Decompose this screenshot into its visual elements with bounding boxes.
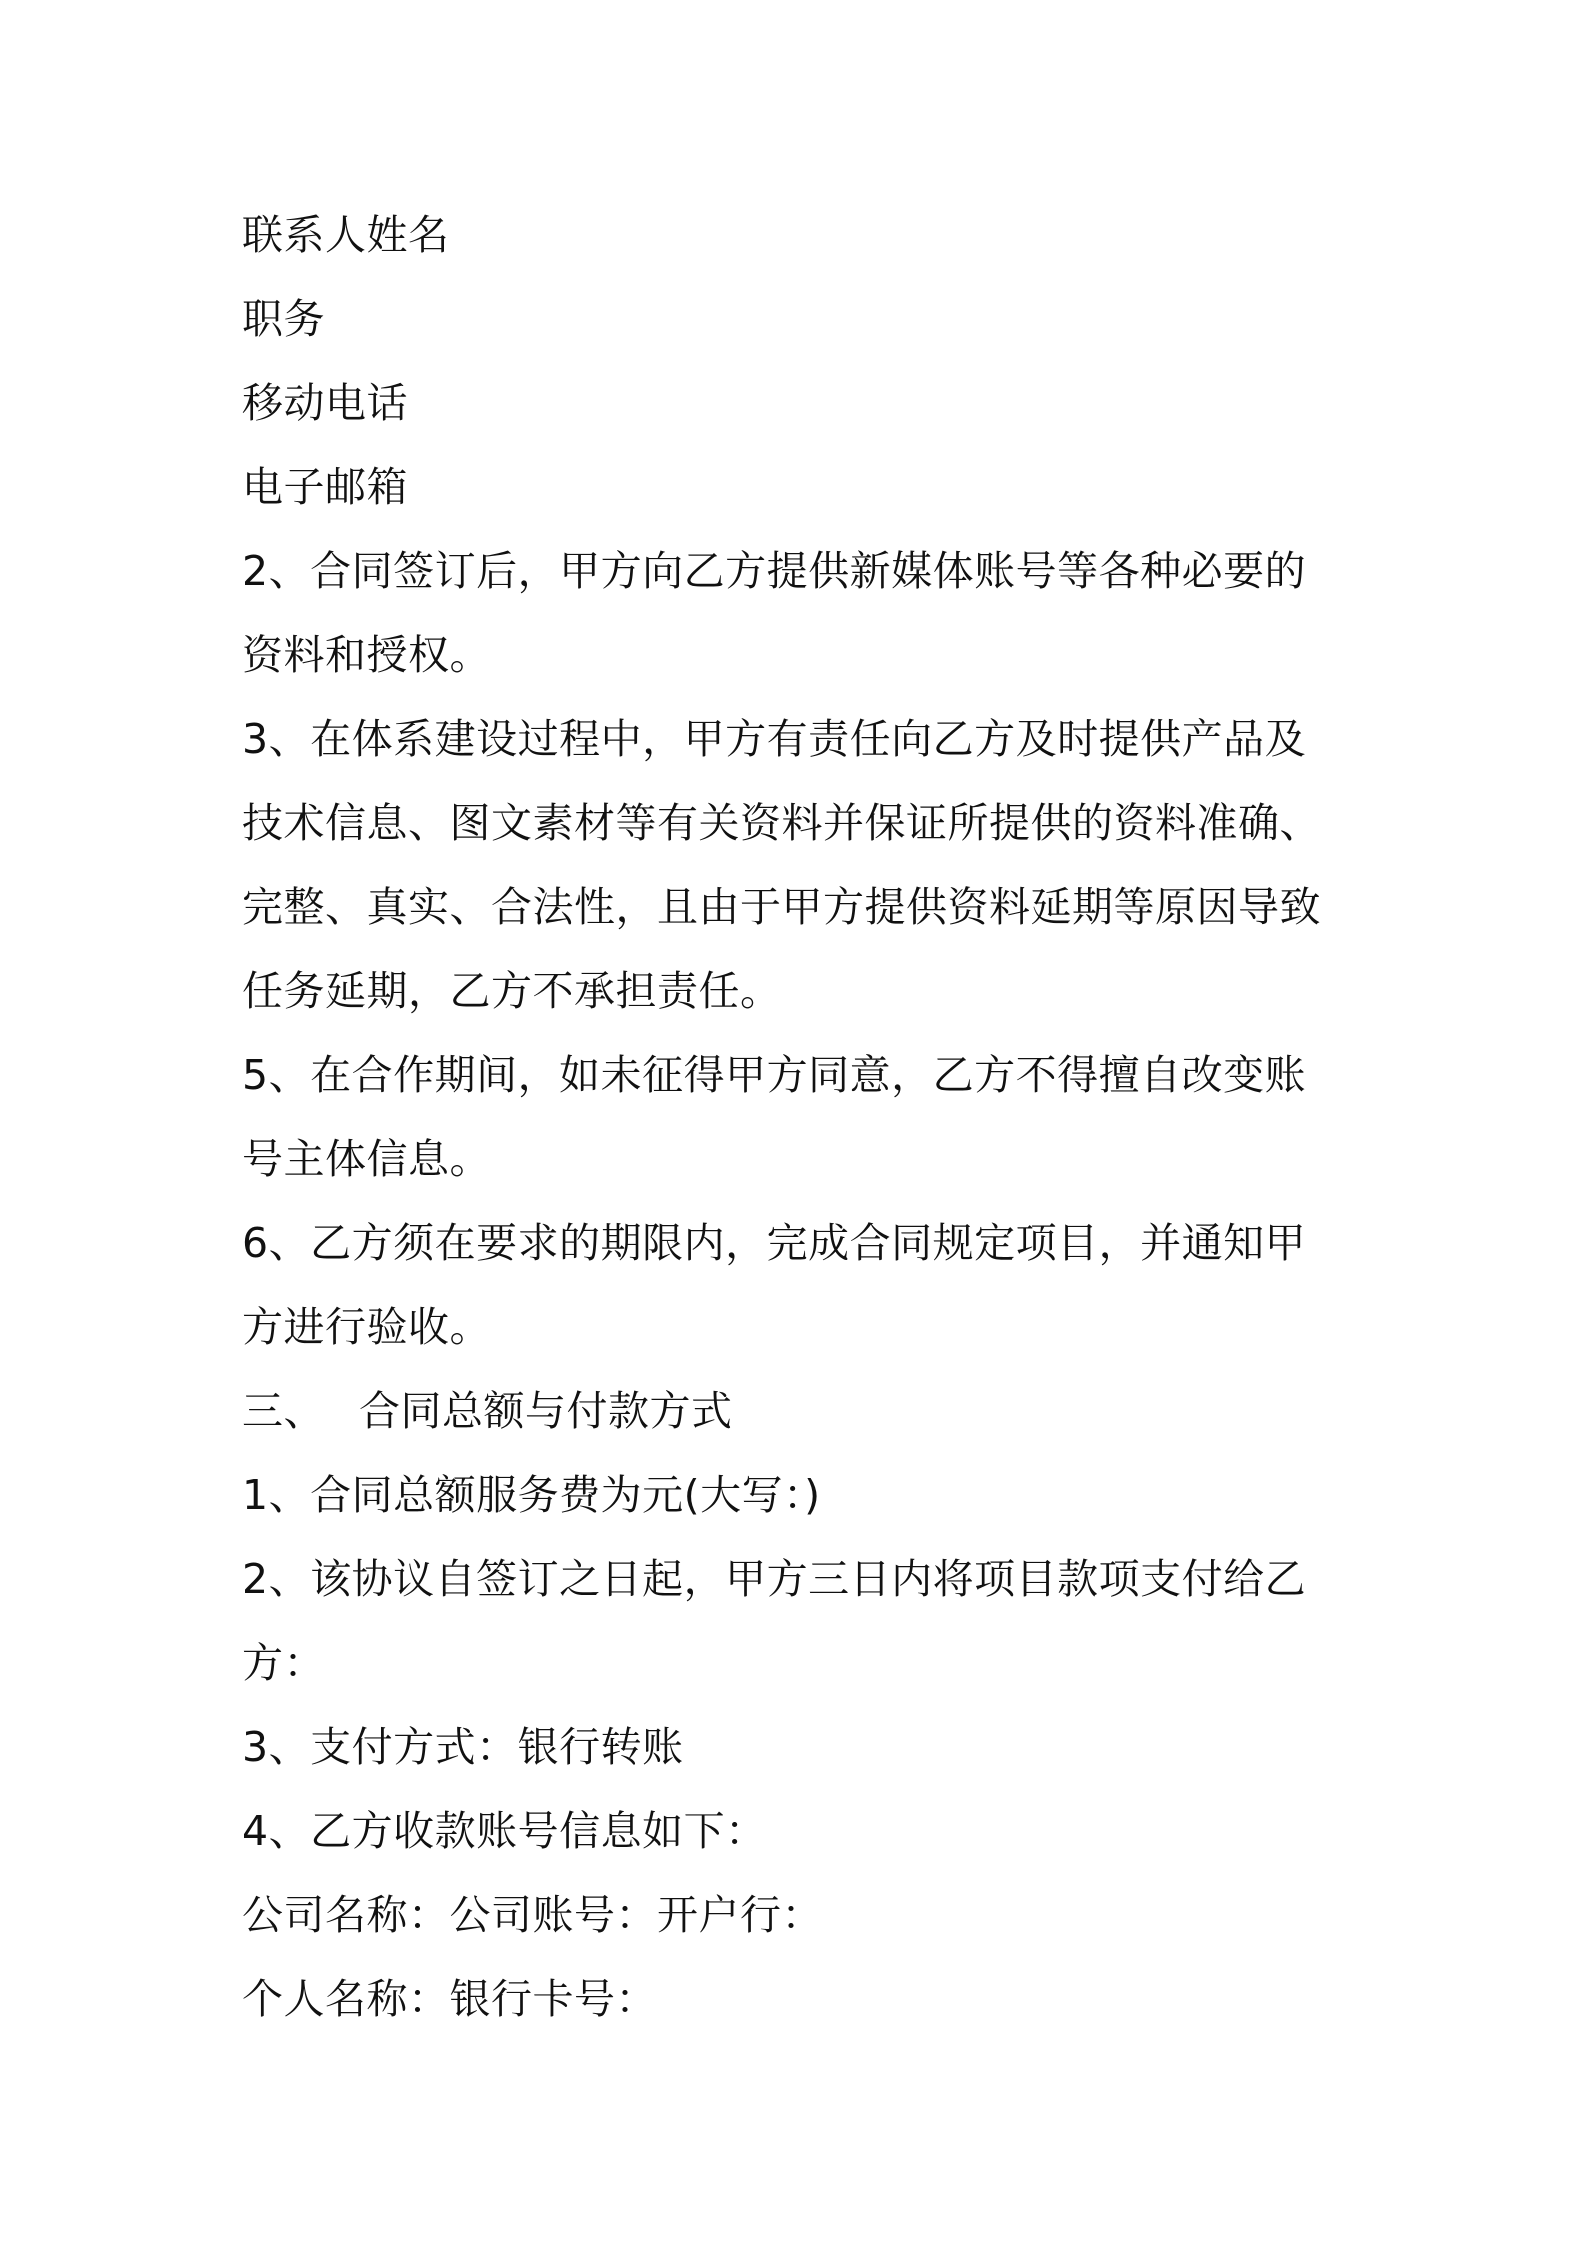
personal-account-info: 个人名称：银行卡号： (242, 1975, 657, 2023)
clause-3-line-2: 技术信息、图文素材等有关资料并保证所提供的资料准确、 (242, 799, 1321, 847)
section-3-heading (242, 1369, 1362, 1453)
payment-item-2-line-2: 方： (242, 1639, 325, 1687)
payment-item-1: 1、合同总额服务费为元(大写：) (242, 1471, 821, 1519)
email-label: 电子邮箱 (242, 463, 408, 511)
company-account-info: 公司名称：公司账号：开户行： (242, 1891, 823, 1939)
clause-3-line-3: 完整、真实、合法性，且由于甲方提供资料延期等原因导致 (242, 883, 1321, 931)
position-label: 职务 (242, 295, 325, 343)
clause-6-line-2: 方进行验收。 (242, 1303, 491, 1351)
clause-2-line-2: 资料和授权。 (242, 631, 491, 679)
payment-item-3: 3、支付方式：银行转账 (242, 1723, 684, 1771)
clause-5-line-1: 5、在合作期间，如未征得甲方同意，乙方不得擅自改变账 (242, 1051, 1307, 1099)
clause-5-line-2: 号主体信息。 (242, 1135, 491, 1183)
section-3-title: 合同总额与付款方式 (359, 1387, 733, 1435)
clause-3-line-1: 3、在体系建设过程中，甲方有责任向乙方及时提供产品及 (242, 715, 1307, 763)
clause-2-line-1: 2、合同签订后，甲方向乙方提供新媒体账号等各种必要的 (242, 547, 1307, 595)
payment-item-4: 4、乙方收款账号信息如下： (242, 1807, 767, 1855)
section-3-number: 三、 (242, 1387, 325, 1435)
clause-3-line-4: 任务延期，乙方不承担责任。 (242, 967, 782, 1015)
payment-item-2-line-1: 2、该协议自签订之日起，甲方三日内将项目款项支付给乙 (242, 1555, 1307, 1603)
contact-name-label: 联系人姓名 (242, 211, 450, 259)
mobile-phone-label: 移动电话 (242, 379, 408, 427)
clause-6-line-1: 6、乙方须在要求的期限内，完成合同规定项目，并通知甲 (242, 1219, 1307, 1267)
document-body (242, 193, 1362, 2041)
